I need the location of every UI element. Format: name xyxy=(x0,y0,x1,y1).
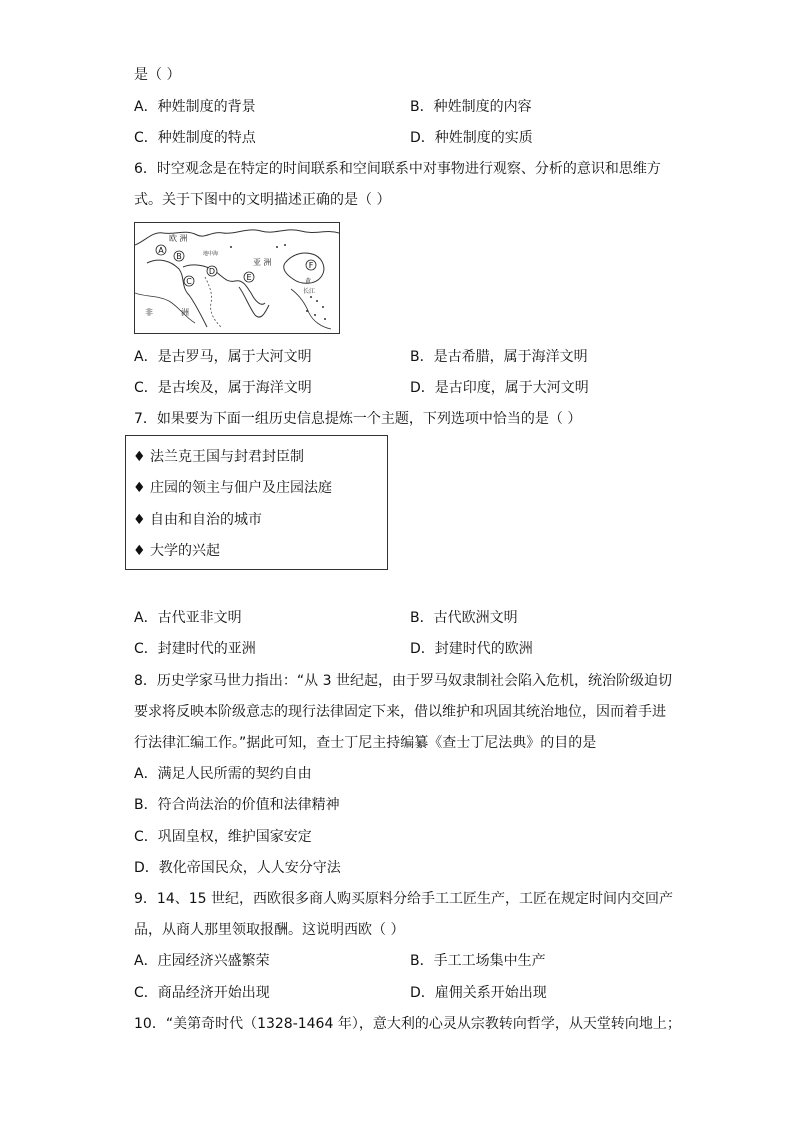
q9-option-a: A．庄园经济兴盛繁荣 xyxy=(134,953,270,969)
map-marker-b: B xyxy=(176,252,182,261)
map-marker-a: A xyxy=(158,246,164,255)
q8-stem-line3: 行法律汇编工作。”据此可知，查士丁尼主持编纂《查士丁尼法典》的目的是 xyxy=(134,735,597,751)
q6-stem-line1: 6．时空观念是在特定的时间联系和空间联系中对事物进行观察、分析的意识和思维方 xyxy=(134,161,661,177)
q7-option-d: D．封建时代的欧洲 xyxy=(410,641,533,657)
map-label-zhou: 洲 xyxy=(181,308,189,317)
q7-info-item: ♦ 法兰克王国与封君封臣制 xyxy=(133,449,305,465)
q6-option-d: D．是古印度，属于大河文明 xyxy=(410,380,589,396)
q9-option-b: B．手工工场集中生产 xyxy=(410,953,546,969)
map-label-river-a: 黄 xyxy=(305,278,312,285)
q7-info-item: ♦ 自由和自治的城市 xyxy=(133,512,263,528)
q9-option-d: D．雇佣关系开始出现 xyxy=(410,985,547,1001)
q6-option-b: B．是古希腊，属于海洋文明 xyxy=(410,349,588,365)
map-marker-d: D xyxy=(208,267,216,276)
q5-option-a: A．种姓制度的背景 xyxy=(134,99,256,115)
q6-stem-line2: 式。关于下图中的文明描述正确的是（ ） xyxy=(134,192,391,208)
q7-stem: 7．如果要为下面一组历史信息提炼一个主题，下列选项中恰当的是（ ） xyxy=(134,411,582,427)
map-label-europe: 欧 洲 xyxy=(169,234,188,243)
map-marker-f: F xyxy=(308,261,314,270)
q5-option-d: D．种姓制度的实质 xyxy=(410,130,533,146)
q5-option-c: C．种姓制度的特点 xyxy=(134,130,256,146)
q9-stem-line1: 9．14、15 世纪，西欧很多商人购买原料分给手工工匠生产，工匠在规定时间内交回产 xyxy=(134,891,673,907)
q9-option-c: C．商品经济开始出现 xyxy=(134,985,270,1001)
civilization-map xyxy=(134,222,340,334)
q7-option-c: C．封建时代的亚洲 xyxy=(134,641,256,657)
q8-stem-line2: 要求将反映本阶级意志的现行法律固定下来，借以维护和巩固其统治地位，因而着手进 xyxy=(134,704,666,720)
map-marker-e: E xyxy=(246,273,252,282)
q8-option-a: A．满足人民所需的契约自由 xyxy=(134,766,312,782)
q10-stem-line1: 10．“美第奇时代（1328-1464 年），意大利的心灵从宗教转向哲学，从天堂转向地上； xyxy=(134,1016,681,1032)
q5-option-b: B．种姓制度的内容 xyxy=(410,99,532,115)
q6-option-c: C．是古埃及，属于海洋文明 xyxy=(134,380,312,396)
map-label-sea: 地中海 xyxy=(203,251,219,257)
map-label-river-b: 长江 xyxy=(303,288,316,295)
q9-stem-line2: 品，从商人那里领取报酬。这说明西欧（ ） xyxy=(134,922,405,938)
q7-option-a: A．古代亚非文明 xyxy=(134,610,242,626)
q7-info-box xyxy=(125,435,388,570)
q8-option-d: D．教化帝国民众，人人安分守法 xyxy=(134,860,341,876)
q6-option-a: A．是古罗马，属于大河文明 xyxy=(134,349,312,365)
q8-option-c: C．巩固皇权，维护国家安定 xyxy=(134,829,312,845)
civilization-map-figure xyxy=(135,223,339,333)
q8-option-b: B．符合尚法治的价值和法律精神 xyxy=(134,797,340,813)
q7-info-item: ♦ 大学的兴起 xyxy=(133,543,221,559)
q7-option-b: B．古代欧洲文明 xyxy=(410,610,518,626)
map-label-asia: 亚 洲 xyxy=(253,258,272,267)
q8-stem-line1: 8．历史学家马世力指出：“从 3 世纪起，由于罗马奴隶制社会陷入危机，统治阶级迫切 xyxy=(134,673,672,689)
map-label-africa: 非 xyxy=(145,308,153,317)
map-marker-c: C xyxy=(186,277,192,286)
q7-info-item: ♦ 庄园的领主与佃户及庄园法庭 xyxy=(133,480,333,496)
q5-stem-tail: 是（ ） xyxy=(134,67,181,83)
